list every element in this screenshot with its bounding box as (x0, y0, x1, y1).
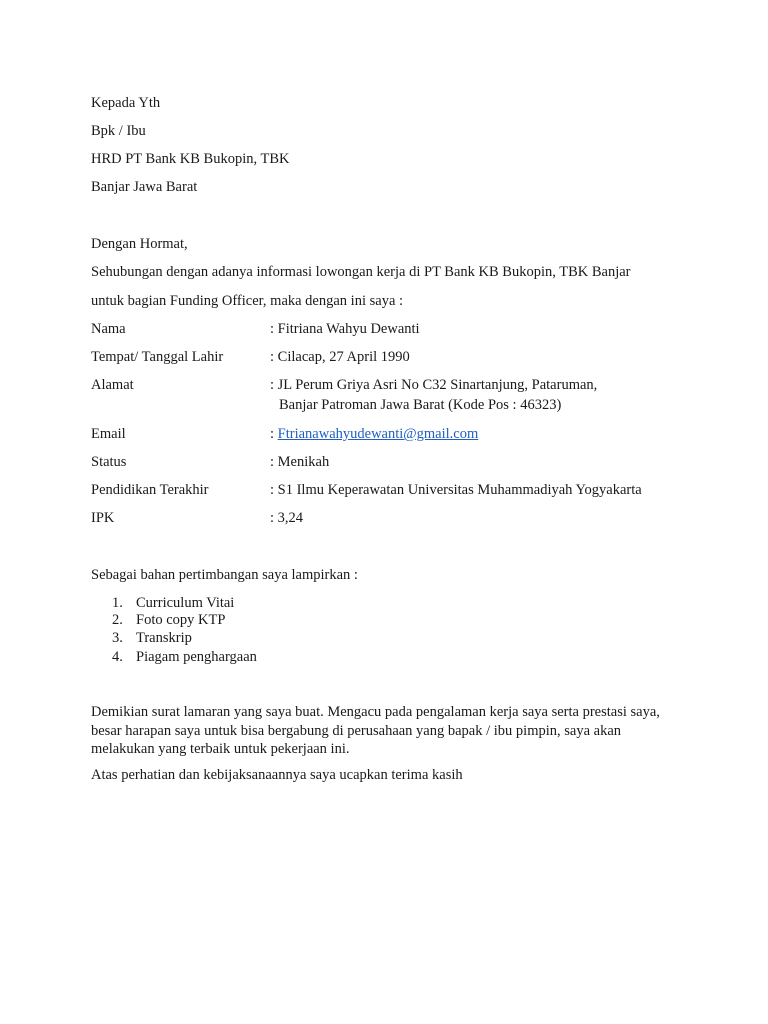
greeting: Dengan Hormat, (91, 236, 188, 252)
attachment-item (112, 594, 234, 612)
closing-paragraph: Demikian surat lamaran yang saya buat. Mengacu pada pengalaman kerja saya serta prestasi saya, besar harapan saya untuk bisa bergabung di perusahaan yang bapak / ibu pimpin, saya akan melakukan yang terbaik untuk pekerjaan ini. (91, 704, 660, 757)
detail-value-alamat (270, 376, 597, 414)
detail-value-ttl: : Cilacap, 27 April 1990 (270, 349, 410, 365)
attachments-intro: Sebagai bahan pertimbangan saya lampirkan : (91, 567, 358, 583)
intro-line-1: Sehubungan dengan adanya informasi lowongan kerja di PT Bank KB Bukopin, TBK Banjar (91, 264, 631, 280)
attachment-item (112, 629, 192, 647)
alamat-line-1: : JL Perum Griya Asri No C32 Sinartanjung, Pataruman, (270, 377, 598, 393)
detail-value-pendidikan: : S1 Ilmu Keperawatan Universitas Muhammadiyah Yogyakarta (270, 482, 642, 498)
recipient-line-2: Bpk / Ibu (91, 123, 146, 139)
detail-label-alamat: Alamat (91, 377, 134, 393)
detail-value-status: : Menikah (270, 454, 330, 470)
detail-label-nama: Nama (91, 321, 126, 337)
attachment-item (112, 611, 225, 629)
attachment-text: Transkrip (136, 630, 192, 646)
detail-label-ttl: Tempat/ Tanggal Lahir (91, 349, 224, 365)
attachment-number: 4. (112, 649, 123, 665)
attachment-number: 1. (112, 595, 123, 611)
detail-value-ipk: : 3,24 (270, 510, 304, 526)
attachment-text: Curriculum Vitai (136, 595, 235, 611)
detail-label-ipk: IPK (91, 510, 115, 526)
detail-label-email: Email (91, 426, 126, 442)
recipient-location: Banjar Jawa Barat (91, 179, 198, 195)
attachment-text: Foto copy KTP (136, 612, 226, 628)
attachment-item (112, 648, 257, 666)
email-prefix: : (270, 426, 278, 442)
alamat-line-2: Banjar Patroman Jawa Barat (Kode Pos : 46323) (279, 397, 562, 413)
detail-label-status: Status (91, 454, 127, 470)
attachment-number: 2. (112, 612, 123, 628)
detail-value-nama: : Fitriana Wahyu Dewanti (270, 321, 420, 337)
recipient-line-1: Kepada Yth (91, 95, 161, 111)
closing-thanks: Atas perhatian dan kebijaksanaannya saya ucapkan terima kasih (91, 767, 463, 783)
detail-value-email (270, 425, 478, 443)
attachment-number: 3. (112, 630, 123, 646)
attachment-text: Piagam penghargaan (136, 649, 257, 665)
detail-label-pendidikan: Pendidikan Terakhir (91, 482, 209, 498)
intro-line-2: untuk bagian Funding Officer, maka dengan ini saya : (91, 293, 404, 309)
email-link[interactable]: Ftrianawahyudewanti@gmail.com (277, 426, 479, 442)
recipient-company: HRD PT Bank KB Bukopin, TBK (91, 151, 290, 167)
